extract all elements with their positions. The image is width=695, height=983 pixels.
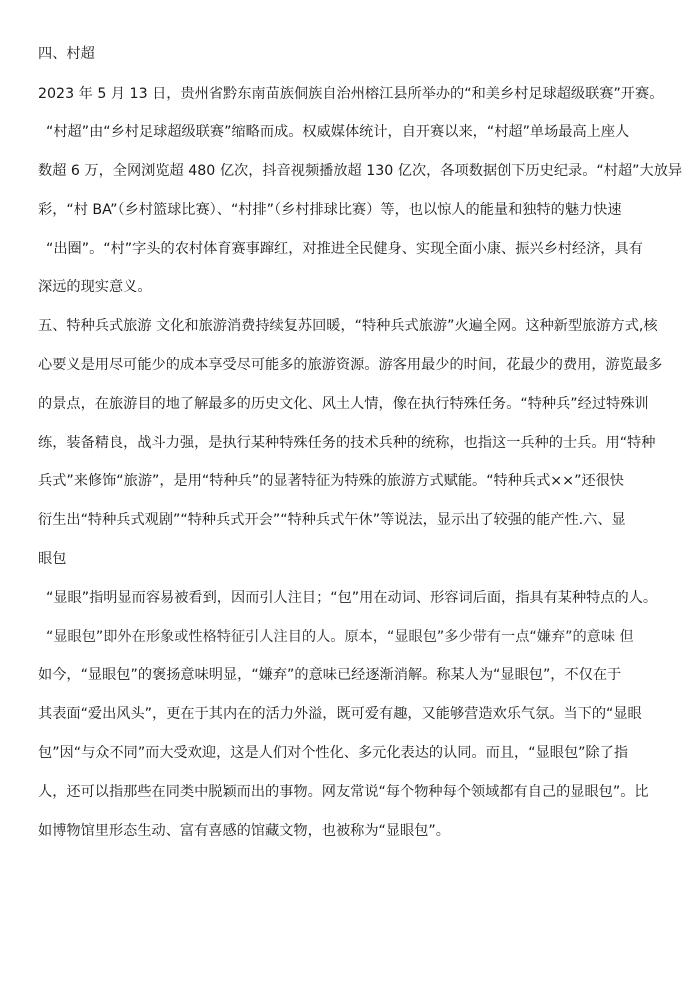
paragraph-line: 兵式”来修饰“旅游”，是用“特种兵”的显著特征为特殊的旅游方式赋能。“特种兵式××”还很快	[38, 473, 624, 490]
paragraph-line: “出圈”。“村”字头的农村体育赛事蹿红，对推进全民健身、实现全面小康、振兴乡村经济，具有	[46, 240, 643, 257]
section-heading-special-forces-travel: 五、特种兵式旅游 文化和旅游消费持续复苏回暖，“特种兵式旅游”火遍全网。这种新型旅游方式,核	[38, 318, 658, 335]
paragraph-line: 心要义是用尽可能少的成本享受尽可能多的旅游资源。游客用最少的时间，花最少的费用，游览最多	[38, 357, 663, 374]
paragraph-line: 彩，“村 BA”（乡村篮球比赛）、“村排”（乡村排球比赛）等，也以惊人的能量和独特的魅力快速	[38, 201, 622, 218]
paragraph-line: 如今，“显眼包”的褒扬意味明显，“嫌弃”的意味已经逐渐消解。称某人为“显眼包”，不仅在于	[38, 667, 622, 684]
paragraph-line: 其表面“爱出风头”，更在于其内在的活力外溢，既可爱有趣，又能够营造欢乐气氛。当下的“显眼	[38, 706, 642, 723]
paragraph-line: “显眼包”即外在形象或性格特征引人注目的人。原本，“显眼包”多少带有一点“嫌弃”的意味 但	[46, 628, 634, 645]
section-heading-attention-seeker: 眼包	[38, 551, 67, 568]
paragraph-line: 的景点，在旅游目的地了解最多的历史文化、风土人情，像在执行特殊任务。“特种兵”经过特殊训	[38, 395, 649, 412]
paragraph-line: 如博物馆里形态生动、富有喜感的馆藏文物，也被称为“显眼包”。	[38, 822, 450, 839]
paragraph-line: 人，还可以指那些在同类中脱颖而出的事物。网友常说“每个物种每个领域都有自己的显眼包”。比	[38, 783, 649, 800]
paragraph-line: 数超 6 万，全网浏览超 480 亿次，抖音视频播放超 130 亿次，各项数据创下历史纪录。“村超”大放异	[38, 163, 683, 180]
paragraph-line: “村超”由“乡村足球超级联赛”缩略而成。权威媒体统计，自开赛以来，“村超”单场最高上座人	[46, 124, 630, 141]
paragraph-line: 2023 年 5 月 13 日，贵州省黔东南苗族侗族自治州榕江县所举办的“和美乡村足球超级联赛”开赛。	[38, 85, 664, 102]
paragraph-line: 练，装备精良，战斗力强，是执行某种特殊任务的技术兵种的统称，也指这一兵种的士兵。用“特种	[38, 434, 656, 451]
paragraph-line: 包”因“与众不同”而大受欢迎，这是人们对个性化、多元化表达的认同。而且，“显眼包”除了指	[38, 745, 629, 762]
paragraph-line: 深远的现实意义。	[38, 279, 152, 296]
paragraph-line: 衍生出“特种兵式观剧”“特种兵式开会”“特种兵式午休”等说法，显示出了较强的能产性.六、显	[38, 512, 626, 529]
section-heading-village-super-league: 四、村超	[38, 46, 95, 62]
paragraph-line: “显眼”指明显而容易被看到，因而引人注目；“包”用在动词、形容词后面，指具有某种特点的人。	[46, 589, 658, 606]
